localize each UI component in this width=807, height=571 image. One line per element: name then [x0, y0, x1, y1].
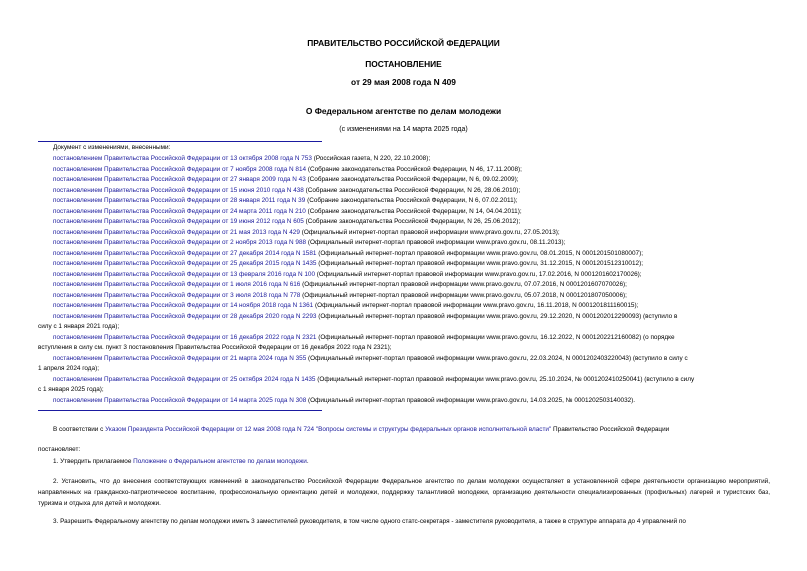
amendment-link[interactable]: постановлением Правительства Российской Федерации от 7 ноября 2008 года N 814 [53, 165, 307, 173]
amendment-link[interactable]: постановлением Правительства Российской Федерации от 14 марта 2025 года N 308 [53, 396, 307, 404]
government-heading: ПРАВИТЕЛЬСТВО РОССИЙСКОЙ ФЕДЕРАЦИИ [307, 38, 500, 48]
list-item [53, 229, 560, 237]
document-title: О Федеральном агентстве по делам молодежи [305, 106, 502, 116]
amendment-source: (Официальный интернет-портал правовой информации www.pravo.gov.ru, 31.12.2015, N 0001201512310012); [316, 260, 644, 267]
list-item [53, 218, 520, 226]
list-item [53, 376, 694, 384]
amendments-intro: Документ с изменениями, внесенными: [53, 144, 171, 151]
amendment-link[interactable]: постановлением Правительства Российской Федерации от 14 ноября 2018 года N 1361 [53, 302, 314, 309]
amendment-source: (Официальный интернет-портал правовой информации www.pravo.gov.ru, 25.10.2024, № 0001202410250041) (вступило в силу [315, 375, 695, 383]
list-item [53, 302, 638, 310]
amendment-link[interactable]: постановлением Правительства Российской Федерации от 27 января 2009 года N 43 [53, 176, 306, 183]
amendment-source: (Собрание законодательства Российской Федерации, N 14, 04.04.2011); [305, 207, 522, 215]
paragraph-3: 3. Разрешить Федеральному агентству по делам молодежи иметь 3 заместителей руководителя, в том числе одного статс-секретаря - заместителя руководителя, а также в структуре аппарата до 4 управлений по [53, 518, 686, 525]
amendment-source: (Собрание законодательства Российской Федерации, N 26, 25.06.2012); [303, 218, 521, 225]
list-item [53, 397, 635, 405]
amendment-source: (Официальный интернет-портал правовой информации www.pravo.gov.ru, 29.12.2020, N 0001202012290093) (вступило в [316, 312, 678, 320]
amendment-link[interactable]: постановлением Правительства Российской Федерации от 15 июня 2010 года N 438 [53, 186, 304, 194]
amendment-link[interactable]: постановлением Правительства Российской Федерации от 3 июля 2018 года N 778 [53, 291, 301, 299]
list-item [53, 155, 430, 163]
amendment-source: (Официальный интернет-портал правовой информации www.pravo.gov.ru, 16.11.2018, N 0001201811160015); [313, 302, 639, 309]
amendment-source: (Официальный интернет-портал правовой информации www.pravo.gov.ru, 08.01.2015, N 0001201501080007); [316, 249, 644, 257]
amendment-source: (Собрание законодательства Российской Федерации, N 46, 17.11.2008); [306, 165, 522, 173]
amendment-source: (Собрание законодательства Российской Федерации, N 6, 09.02.2009); [305, 176, 519, 183]
amendment-source: (Официальный интернет-портал правовой информации www.pravo.gov.ru, 08.11.2013); [306, 239, 566, 246]
document-type: ПОСТАНОВЛЕНИЕ [365, 59, 442, 69]
amendment-source-continued: с 1 января 2025 года); [38, 386, 104, 393]
amendment-link[interactable]: постановлением Правительства Российской Федерации от 21 мая 2013 года N 429 [53, 228, 300, 236]
amendment-source: (Официальный интернет-портал правовой информации www.pravo.gov.ru, 16.12.2022, N 0001202212160082) (о порядке [316, 333, 675, 341]
amendment-link[interactable]: постановлением Правительства Российской Федерации от 19 июня 2012 года N 605 [53, 218, 304, 225]
amendment-source: (Официальный интернет-портал правовой информации www.pravo.gov.ru, 27.05.2013); [299, 228, 560, 236]
list-item [53, 208, 522, 216]
changes-note: (с изменениями на 14 марта 2025 года) [339, 126, 468, 133]
amendment-source: (Российская газета, N 220, 22.10.2008); [311, 155, 431, 162]
document-date: от 29 мая 2008 года N 409 [351, 77, 456, 87]
list-item [53, 239, 565, 247]
amendment-source: (Официальный интернет-портал правовой информации www.pravo.gov.ru, 05.07.2018, N 0001201807050006); [300, 291, 627, 299]
list-item [53, 292, 627, 300]
decree-724-link[interactable]: Указом Президента Российской Федерации от 12 мая 2008 года N 724 "Вопросы системы и структуры федеральных органов исполнительной власти" [105, 426, 552, 433]
amendment-link[interactable]: постановлением Правительства Российской Федерации от 25 декабря 2015 года N 1435 [53, 260, 317, 267]
list-item [53, 187, 520, 195]
amendment-source: (Официальный интернет-портал правовой информации www.pravo.gov.ru, 14.03.2025, № 0001202503140032). [306, 396, 636, 404]
amendment-source: (Собрание законодательства Российской Федерации, N 26, 28.06.2010); [303, 186, 521, 194]
list-item [53, 271, 642, 279]
amendment-link[interactable]: постановлением Правительства Российской Федерации от 28 января 2011 года N 39 [53, 197, 306, 204]
regulation-link[interactable]: Положение о Федеральном агентстве по делам молодежи [133, 458, 307, 465]
amendment-link[interactable]: постановлением Правительства Российской Федерации от 13 октября 2008 года N 753 [53, 155, 312, 162]
list-item [53, 176, 518, 184]
amendment-source: (Собрание законодательства Российской Федерации, N 6, 07.02.2011); [305, 197, 518, 204]
paragraph-2: 2. Установить, что до внесения соответствующих изменений в законодательство Российской Федерации Федеральное агентство по делам молодежи осуществляет в установленной сфере деятельности организацию мероприятий, направленных на гражданско-патриотическое воспитание, профессиональную ориентацию детей и молодежи, поддержку талантливой молодежи, организацию деятельности специализированных (профильных) лагерей и туристских баз, туризма и отдыха для детей и молодежи. [38, 478, 770, 507]
decree-word: постановляет: [38, 446, 81, 453]
amendment-link[interactable]: постановлением Правительства Российской Федерации от 21 марта 2024 года N 355 [53, 354, 307, 362]
amendment-source: (Официальный интернет-портал правовой информации www.pravo.gov.ru, 07.07.2016, N 0001201607070026); [300, 281, 627, 288]
top-rule [38, 141, 322, 142]
list-item [53, 334, 675, 342]
amendment-source: (Официальный интернет-портал правовой информации www.pravo.gov.ru, 22.03.2024, N 0001202403220043) (вступило в силу с [306, 354, 688, 362]
paragraph-1: 1. Утвердить прилагаемое Положение о Федеральном агентстве по делам молодежи. [53, 458, 309, 465]
amendment-link[interactable]: постановлением Правительства Российской Федерации от 16 декабря 2022 года N 2321 [53, 333, 317, 341]
amendment-link[interactable]: постановлением Правительства Российской Федерации от 27 декабря 2014 года N 1581 [53, 249, 317, 257]
amendment-link[interactable]: постановлением Правительства Российской Федерации от 25 октября 2024 года N 1435 [53, 375, 316, 383]
amendment-link[interactable]: постановлением Правительства Российской Федерации от 2 ноября 2013 года N 988 [53, 239, 307, 246]
amendment-link[interactable]: постановлением Правительства Российской Федерации от 24 марта 2011 года N 210 [53, 207, 306, 215]
list-item [53, 197, 518, 205]
list-item [53, 355, 688, 363]
amendment-source: (Официальный интернет-портал правовой информации www.pravo.gov.ru, 17.02.2016, N 0001201602170026); [315, 270, 642, 278]
amendment-link[interactable]: постановлением Правительства Российской Федерации от 1 июля 2016 года N 616 [53, 281, 301, 288]
amendment-link[interactable]: постановлением Правительства Российской Федерации от 13 февраля 2016 года N 100 [53, 270, 316, 278]
list-item [53, 260, 643, 268]
preamble: В соответствии с Указом Президента Российской Федерации от 12 мая 2008 года N 724 "Вопросы системы и структуры федеральных органов исполнительной власти" Правительство Российской Федерации [53, 426, 670, 433]
bottom-rule [38, 410, 322, 411]
list-item [53, 281, 627, 289]
list-item [53, 166, 522, 174]
list-item [53, 313, 677, 321]
amendment-source-continued: 1 апреля 2024 года); [38, 365, 99, 372]
amendment-link[interactable]: постановлением Правительства Российской Федерации от 28 декабря 2020 года N 2293 [53, 312, 317, 320]
amendment-source-continued: вступления в силу см. пункт 3 постановления Правительства Российской Федерации от 16 декабря 2022 года N 2321); [38, 344, 392, 351]
amendment-source-continued: силу с 1 января 2021 года); [38, 323, 120, 330]
list-item [53, 250, 643, 258]
